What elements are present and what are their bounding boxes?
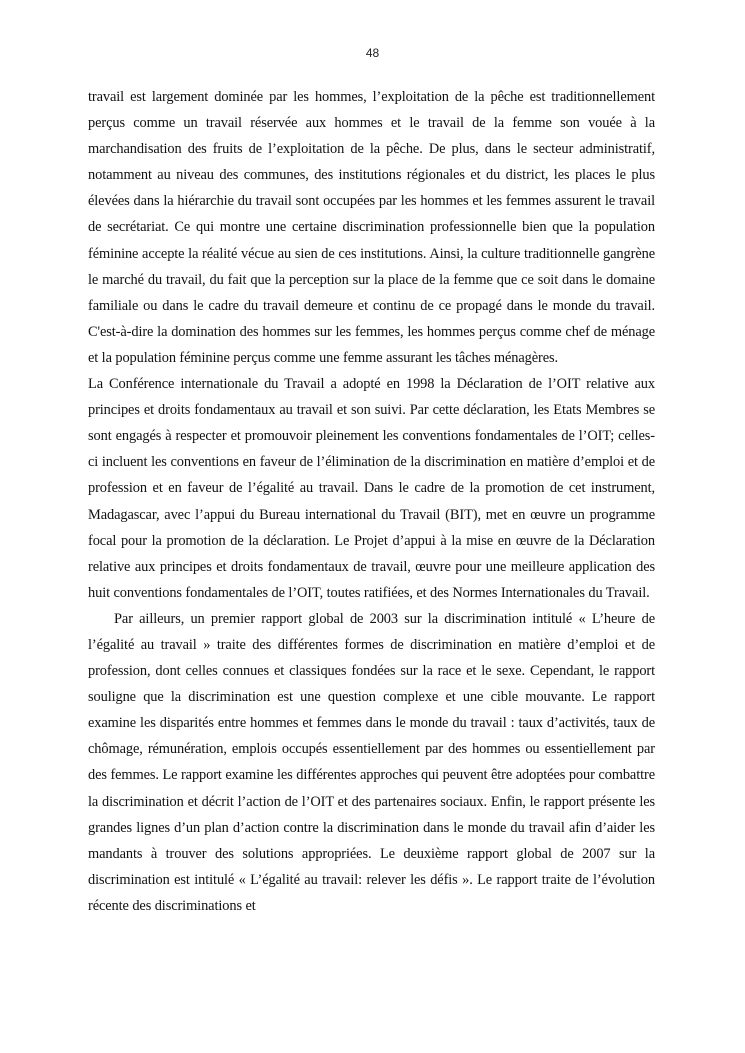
paragraph-gender-work-discrimination: travail est largement dominée par les hommes, l’exploitation de la pêche est traditionnellement perçus comme un travail réservée aux hommes et le travail de la femme son vouée à la marchandisation des fruits de l’exploitation de la pêche. De plus, dans le secteur administratif, notamment au niveau des communes, des institutions régionales et du district, les places le plus élevées dans la hiérarchie du travail sont occupées par les hommes et les femmes assurent le travail de secrétariat. Ce qui montre une certaine discrimination professionnelle bien que la population féminine accepte la réalité vécue au sien de ces institutions. Ainsi, la culture traditionnelle gangrène le marché du travail, du fait que la perception sur la place de la femme que ce soit dans le domaine familiale ou dans le cadre du travail demeure et continu de ce propagé dans le monde du travail. C'est-à-dire la domination des hommes sur les femmes, les hommes perçus comme chef de ménage et la population féminine perçus comme une femme assurant les tâches ménagères. bbox=[88, 89, 655, 366]
paragraph-oit-declaration: La Conférence internationale du Travail a adopté en 1998 la Déclaration de l’OIT relative aux principes et droits fondamentaux au travail et son suivi. Par cette déclaration, les Etats Membres se sont engagés à respecter et promouvoir pleinement les conventions fondamentales de l’OIT; celles-ci incluent les conventions en faveur de l’élimination de la discrimination en matière d’emploi et de profession et en faveur de l’égalité au travail. Dans le cadre de la promotion de cet instrument, Madagascar, avec l’appui du Bureau international du Travail (BIT), met en œuvre un programme focal pour la promotion de la déclaration. Le Projet d’appui à la mise en œuvre de la Déclaration relative aux principes et droits fondamentaux de travail, œuvre pour une meilleure application des huit conventions fondamentales de l’OIT, toutes ratifiées, et des Normes Internationales du Travail. bbox=[88, 376, 655, 601]
page-number: 48 bbox=[365, 46, 380, 60]
document-body bbox=[88, 84, 655, 919]
paragraph-global-reports: Par ailleurs, un premier rapport global de 2003 sur la discrimination intitulé « L’heure de l’égalité au travail » traite des différentes formes de discrimination en matière d’emploi et de profession, dont celles connues et classiques fondées sur la race et le sexe. Cependant, le rapport souligne que la discrimination est une question complexe et une cible mouvante. Le rapport examine les disparités entre hommes et femmes dans le monde du travail : taux d’activités, taux de chômage, rémunération, emplois occupés essentiellement par des hommes ou essentiellement par des femmes. Le rapport examine les différentes approches qui peuvent être adoptées pour combattre la discrimination et décrit l’action de l’OIT et des partenaires sociaux. Enfin, le rapport présente les grandes lignes d’un plan d’action contre la discrimination dans le monde du travail afin d’aider les mandants à trouver des solutions appropriées. Le deuxième rapport global de 2007 sur la discrimination est intitulé « L’égalité au travail: relever les défis ». Le rapport traite de l’évolution récente des discriminations et bbox=[88, 610, 655, 914]
